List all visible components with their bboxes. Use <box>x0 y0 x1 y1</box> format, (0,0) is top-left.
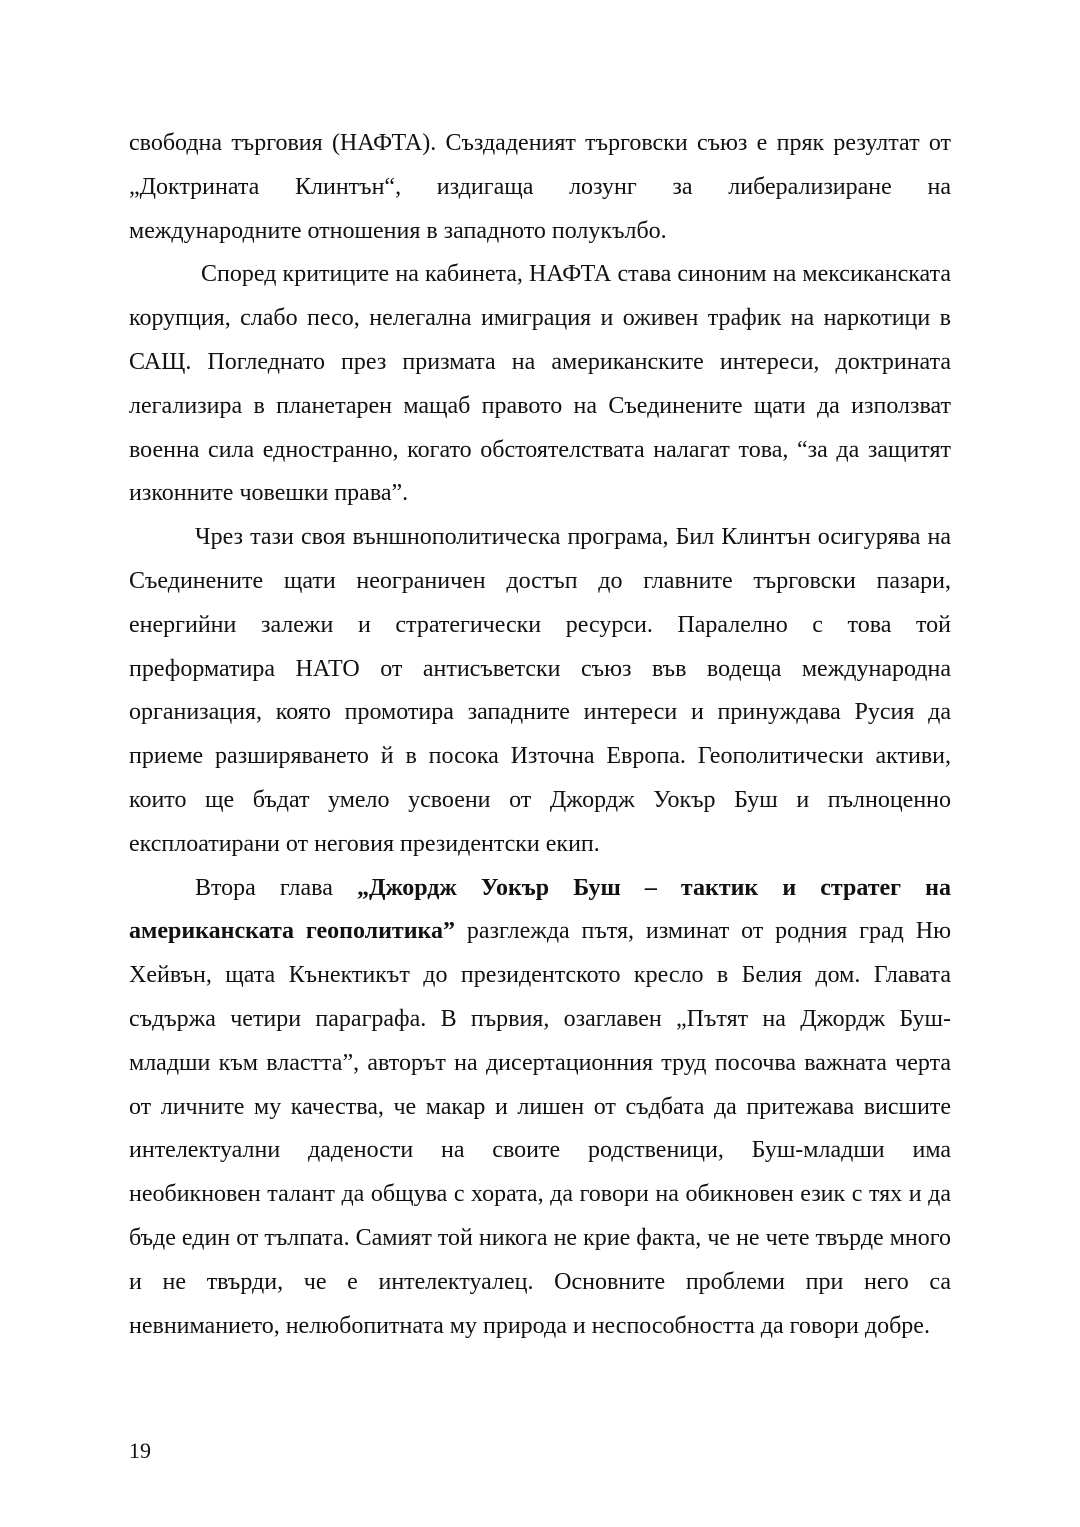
document-body <box>129 122 951 1348</box>
paragraph-clinton-program: Чрез тази своя външнополитическа програма, Бил Клинтън осигурява на Съединените щати неограничен достъп до главните търговски пазари, енергийни залежи и стратегически ресурси. Паралелно с това той преформатира НАТО от антисъветски съюз във водеща международна организация, която промотира западните интереси и принуждава Русия да приеме разширяването й в посока Източна Европа. Геополитически активи, които ще бъдат умело усвоени от Джордж Уокър Буш и пълноценно експлоатирани от неговия президентски екип. <box>129 524 951 857</box>
paragraph-critics: Според критиците на кабинета, НАФТА става синоним на мексиканската корупция, слабо песо, нелегална имиграция и оживен трафик на наркотици в САЩ. Погледнато през призмата на американските интереси, доктрината легализира в планетарен мащаб правото на Съединените щати да използват военна сила едностранно, когато обстоятелствата налагат това, “за да защитят изконните човешки права”. <box>129 261 951 507</box>
page-number: 19 <box>129 1438 151 1463</box>
chapter-two-body-text: разглежда пътя, изминат от родния град Ню Хейвън, щата Кънектикът до президентското кресло в Белия дом. Главата съдържа четири параграфа. В първия, озаглавен „Пътят на Джордж Буш-младши към властта”, авторът на дисертационния труд посочва важната черта от личните му качества, че макар и лишен от съдбата да притежава висшите интелектуални дадености на своите родственици, Буш-младши има необикновен талант да общува с хората, да говори на обикновен език с тях и да бъде един от тълпата. Самият той никога не крие факта, че не чете твърде много и не твърди, че е интелектуалец. Основните проблеми при него са невниманието, нелюбопитната му природа и неспособността да говори добре. <box>129 918 951 1339</box>
chapter-two-title: „Джордж Уокър Буш – тактик и стратег на американската геополитика” <box>129 874 951 945</box>
chapter-two-lead-text: Втора глава <box>195 874 357 901</box>
paragraph-chapter-two <box>129 867 951 1349</box>
paragraph-nafta-intro: свободна търговия (НАФТА). Създаденият търговски съюз е пряк резултат от „Доктрината Клинтън“, издигаща лозунг за либерализиране на международните отношения в западното полукълбо. <box>129 130 951 244</box>
